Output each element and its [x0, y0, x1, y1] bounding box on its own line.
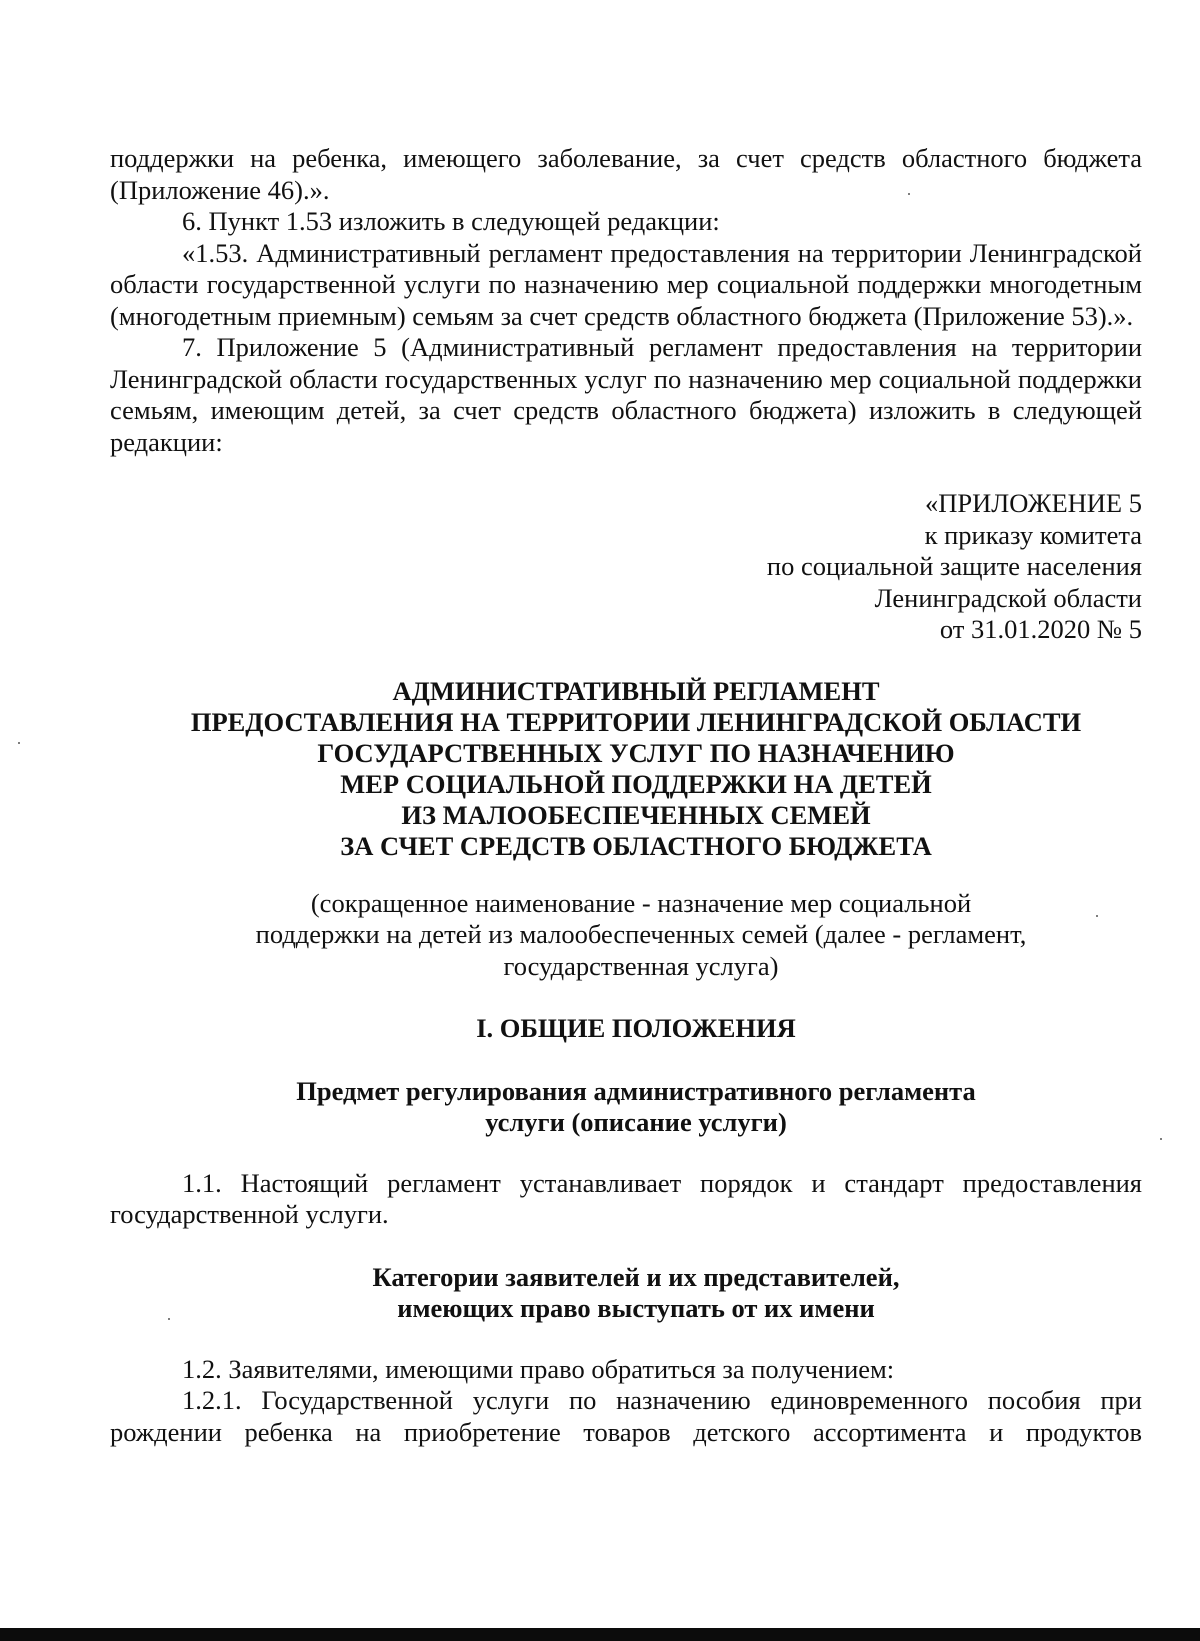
appendix-order: к приказу комитета: [924, 519, 1142, 550]
title-line: МЕР СОЦИАЛЬНОЙ ПОДДЕРЖКИ НА ДЕТЕЙ: [340, 768, 932, 799]
scan-speck: [1096, 915, 1098, 917]
paragraph-item-7: 7. Приложение 5 (Административный регламент предоставления на территории Ленинградской области государственных услуг по назначению мер социальной поддержки семьям, имеющим детей, за счет средств областного бюджета) изложить в следующей редакции:: [110, 332, 1142, 457]
appendix-region: Ленинградской области: [874, 582, 1142, 613]
short-name-line: государственная услуга): [503, 950, 779, 981]
appendix-date: от 31.01.2020 № 5: [939, 614, 1142, 644]
scan-speck: [168, 1318, 170, 1320]
document-body: [110, 143, 1142, 1448]
subsection-line: имеющих право выступать от их имени: [397, 1292, 875, 1323]
subsection-line: Предмет регулирования административного регламента: [296, 1075, 976, 1106]
paragraph-1-2-1: 1.2.1. Государственной услуги по назначению единовременного пособия при рождении ребенка на приобретение товаров детского ассортимента и продуктов: [110, 1385, 1142, 1447]
paragraph-item-6: 6. Пункт 1.53 изложить в следующей редакции:: [182, 206, 720, 236]
document-title: [110, 676, 1142, 862]
subsection-heading-applicants: [110, 1262, 1142, 1324]
scan-speck: [18, 742, 20, 744]
subsection-line: услуги (описание услуги): [485, 1106, 787, 1137]
appendix-header: [110, 488, 1142, 646]
paragraph-item-1-53: «1.53. Административный регламент предоставления на территории Ленинградской области государственной услуги по назначению мер социальной поддержки многодетным (многодетным приемным) семьям за счет средств областного бюджета (Приложение 53).».: [110, 237, 1142, 331]
title-line: ГОСУДАРСТВЕННЫХ УСЛУГ ПО НАЗНАЧЕНИЮ: [317, 737, 955, 768]
scan-speck: [908, 193, 910, 195]
subsection-line: Категории заявителей и их представителей,: [372, 1261, 900, 1292]
scan-speck: [1160, 1138, 1162, 1140]
short-name-line: поддержки на детей из малообеспеченных семей (далее - регламент,: [255, 919, 1027, 949]
paragraph-1-2: 1.2. Заявителями, имеющими право обратиться за получением:: [182, 1353, 895, 1384]
paragraph-1-1: 1.1. Настоящий регламент устанавливает порядок и стандарт предоставления государственной услуги.: [110, 1167, 1142, 1229]
subsection-heading-subject: [110, 1076, 1142, 1138]
section-heading: I. ОБЩИЕ ПОЛОЖЕНИЯ: [476, 1013, 796, 1043]
title-line: ПРЕДОСТАВЛЕНИЯ НА ТЕРРИТОРИИ ЛЕНИНГРАДСКОЙ ОБЛАСТИ: [190, 706, 1082, 737]
scan-edge-bar: [0, 1628, 1200, 1641]
appendix-number: «ПРИЛОЖЕНИЕ 5: [925, 488, 1142, 518]
title-line: ИЗ МАЛООБЕСПЕЧЕННЫХ СЕМЕЙ: [401, 799, 871, 830]
spacer: [110, 1138, 1142, 1168]
appendix-committee: по социальной защите населения: [766, 551, 1142, 581]
title-line: ЗА СЧЕТ СРЕДСТВ ОБЛАСТНОГО БЮДЖЕТА: [340, 830, 932, 861]
paragraph-continuation: поддержки на ребенка, имеющего заболевание, за счет средств областного бюджета (Приложение 46).».: [110, 143, 1142, 205]
short-name-line: (сокращенное наименование - назначение мер социальной: [310, 887, 972, 918]
title-line: АДМИНИСТРАТИВНЫЙ РЕГЛАМЕНТ: [392, 675, 880, 706]
spacer: [110, 1324, 1142, 1354]
short-name-note: [110, 888, 1142, 983]
